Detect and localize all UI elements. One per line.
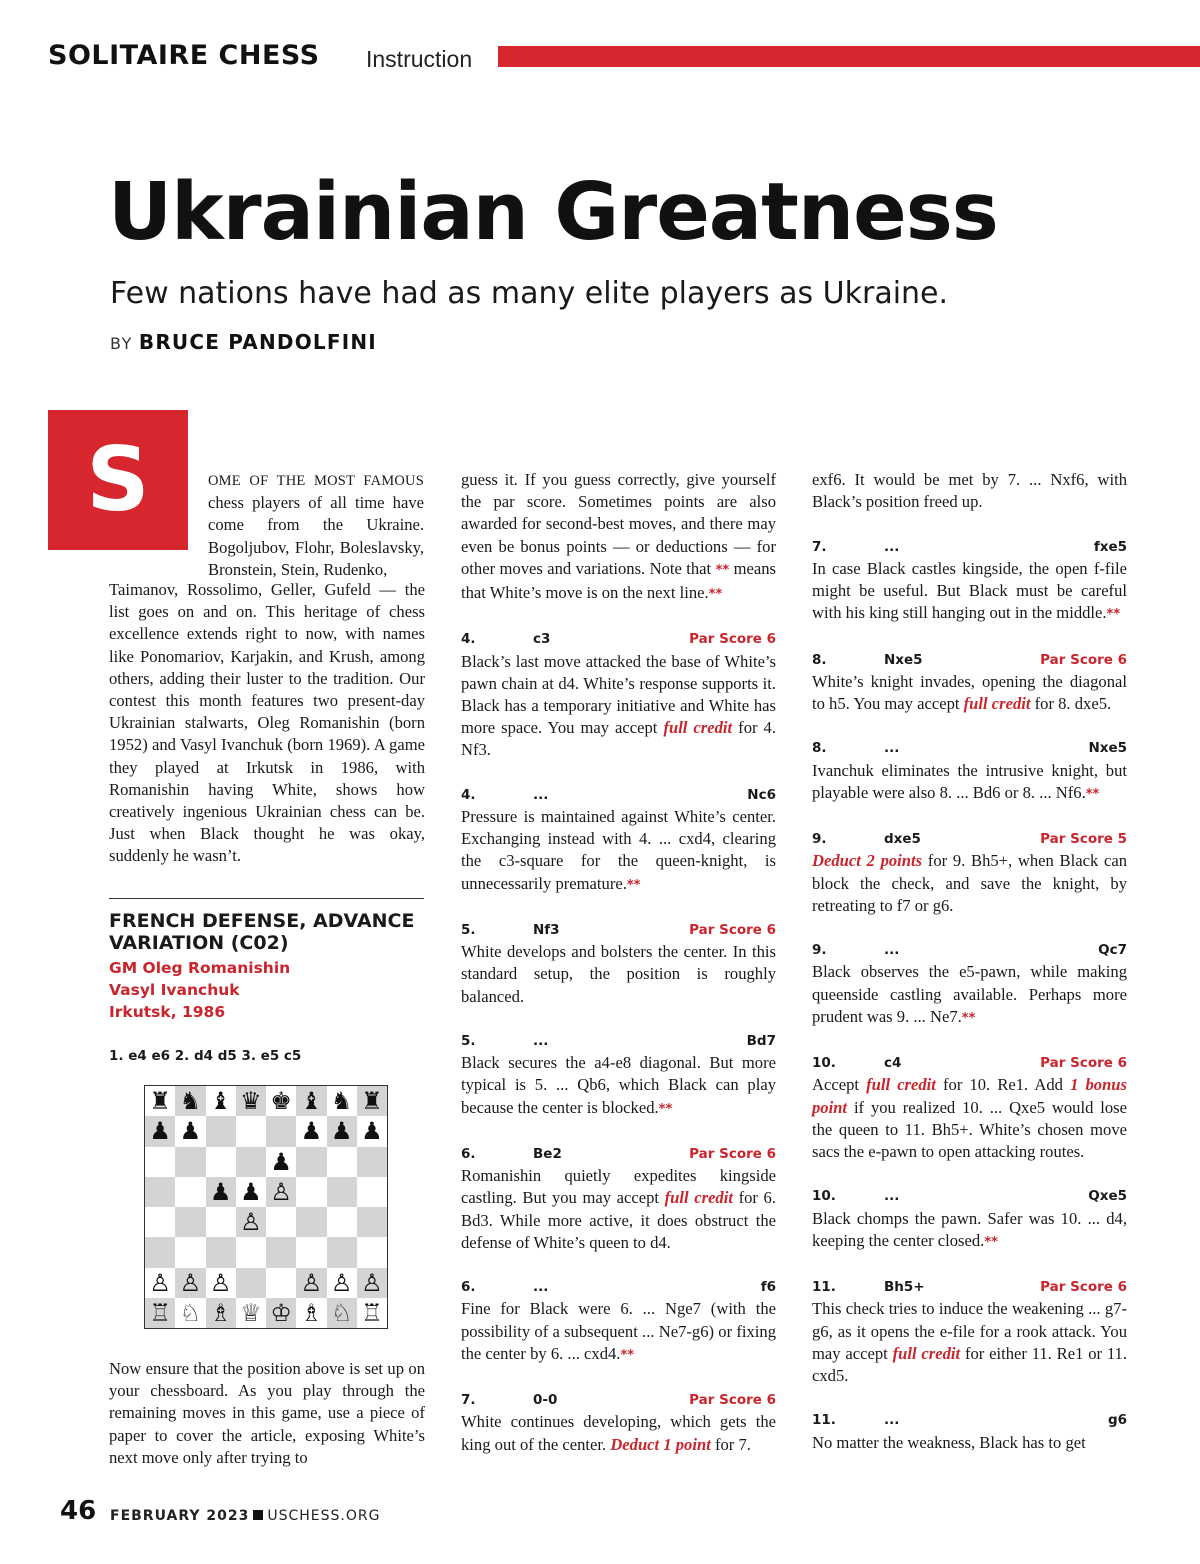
section-subtitle: Instruction: [366, 46, 473, 72]
article-title: Ukrainian Greatness: [108, 166, 998, 258]
move-comment: This check tries to induce the weakening ... g7-g6, as it opens the e-file for a rook attack. You may accept full credit for either 11. Re1 or 11. cxd5.: [812, 1299, 1127, 1385]
board-square: ♟: [236, 1177, 266, 1207]
move-comment: Black observes the e5-pawn, while making queenside castling available. Perhaps more prudent was 9. ... Ne7.**: [812, 962, 1127, 1026]
move-comment: White develops and bolsters the center. In this standard setup, the position is roughly balanced.: [461, 942, 776, 1006]
move-header: 11. ... g6: [812, 1412, 1127, 1429]
board-square: ♙: [327, 1268, 357, 1298]
column-3: [812, 469, 1127, 1454]
move-header: 4. c3 Par Score 6: [461, 631, 776, 648]
footer-issue: FEBRUARY 2023 USCHESS.ORG: [110, 1508, 381, 1524]
article-deck: Few nations have had as many elite players as Ukraine.: [110, 276, 949, 311]
board-square: [266, 1207, 296, 1237]
board-square: [266, 1116, 296, 1146]
board-square: [206, 1116, 236, 1146]
board-square: ♙: [206, 1268, 236, 1298]
column-2: [461, 469, 776, 1456]
board-square: ♚: [266, 1086, 296, 1116]
board-square: [175, 1237, 205, 1267]
move-header: 5. ... Bd7: [461, 1033, 776, 1050]
board-square: ♗: [206, 1298, 236, 1328]
drop-cap: S: [48, 410, 188, 550]
move-comment: Fine for Black were 6. ... Nge7 (with the possibility of a subsequent ... Ne7-g6) or fixing the center by 6. ... cxd4.**: [461, 1299, 776, 1363]
board-square: ♙: [236, 1207, 266, 1237]
move-header: 7. 0-0 Par Score 6: [461, 1392, 776, 1409]
move-comment: Deduct 2 points for 9. Bh5+, when Black can block the check, and save the knight, by retreating to f7 or g6.: [812, 851, 1127, 915]
move-comment: White continues developing, which gets the king out of the center. Deduct 1 point for 7.: [461, 1412, 776, 1454]
board-square: ♔: [266, 1298, 296, 1328]
board-square: [266, 1237, 296, 1267]
board-square: [327, 1177, 357, 1207]
footer-square-icon: [253, 1510, 263, 1520]
paragraph: guess it. If you guess correctly, give yourself the par score. Sometimes points are also awarded for second-best moves, and there may even be bonus points — or deductions — for other moves and variations. Note that ** means that White’s move is on the next line.**: [461, 470, 777, 603]
board-square: [175, 1177, 205, 1207]
move-comment: Black chomps the pawn. Safer was 10. ... d4, keeping the center closed.**: [812, 1208, 1127, 1250]
intro-paragraph-body: Taimanov, Rossolimo, Geller, Gufeld — the list goes on and on. This heritage of chess excellence extends right to now, with names like Ponomariov, Karjakin, and Krush, among others, adding their luster to the tradition. Our contest this month features two present-day Ukrainian stalwarts, Oleg Romanishin (born 1952) and Vasyl Ivanchuk (born 1969). A game they played at Irkutsk in 1986, with Romanishin having White, shows how creatively ingenious Ukrainian chess can be. Just when Black thought he was okay, suddenly he wasn’t.: [109, 580, 425, 866]
move-header: 8. ... Nxe5: [812, 740, 1127, 757]
board-square: [236, 1268, 266, 1298]
page-number: 46: [60, 1496, 97, 1526]
move-header: 5. Nf3 Par Score 6: [461, 922, 776, 939]
board-square: [145, 1207, 175, 1237]
board-square: ♖: [145, 1298, 175, 1328]
board-square: [236, 1237, 266, 1267]
board-square: [296, 1207, 326, 1237]
intro-text: chess players of all time have come from the Ukraine. Bogoljubov, Flohr, Boleslavsky, Bronstein, Stein, Rudenko,: [208, 493, 424, 579]
board-square: [327, 1237, 357, 1267]
board-square: [236, 1147, 266, 1177]
board-square: ♙: [266, 1177, 296, 1207]
section-divider: [109, 898, 424, 899]
board-square: [357, 1207, 387, 1237]
move-comment: No matter the weakness, Black has to get: [812, 1432, 1086, 1452]
move-header: 9. ... Qc7: [812, 942, 1127, 959]
board-square: [236, 1116, 266, 1146]
move-comment: Black secures the a4-e8 diagonal. But more typical is 5. ... Qb6, which Black can play because the center is blocked.**: [461, 1053, 776, 1117]
game-info: [109, 957, 290, 1024]
white-player: GM Oleg Romanishin: [109, 959, 291, 977]
move-comment: Ivanchuk eliminates the intrusive knight, but playable were also 8. ... Bd6 or 8. ... Nf6.**: [812, 760, 1127, 802]
board-square: ♗: [296, 1298, 326, 1328]
intro-smallcaps: OME OF THE MOST FAMOUS: [208, 473, 424, 489]
board-square: [266, 1268, 296, 1298]
board-square: ♖: [357, 1298, 387, 1328]
chess-diagram: [144, 1085, 388, 1329]
board-square: [357, 1237, 387, 1267]
board-square: ♟: [327, 1116, 357, 1146]
board-square: ♟: [296, 1116, 326, 1146]
byline: [110, 330, 377, 354]
board-square: [296, 1147, 326, 1177]
move-header: 4. ... Nc6: [461, 786, 776, 803]
board-square: ♟: [175, 1116, 205, 1146]
board-square: ♟: [206, 1177, 236, 1207]
board-square: [206, 1237, 236, 1267]
board-square: ♙: [357, 1268, 387, 1298]
board-square: [175, 1207, 205, 1237]
board-square: ♞: [175, 1086, 205, 1116]
move-header: 10. ... Qxe5: [812, 1188, 1127, 1205]
move-comment: In case Black castles kingside, the open f-file might be useful. But Black must be careful with his king still hanging out in the middle.**: [812, 558, 1127, 623]
board-square: ♟: [266, 1147, 296, 1177]
move-comment: Black’s last move attacked the base of White’s pawn chain at d4. White’s response supports it. Black has a temporary initiative and White has more space. You may accept full credit for 4. Nf3.: [461, 651, 776, 760]
board-square: ♟: [357, 1116, 387, 1146]
board-square: [296, 1177, 326, 1207]
board-square: [327, 1207, 357, 1237]
board-square: ♝: [296, 1086, 326, 1116]
board-square: [145, 1177, 175, 1207]
board-square: [357, 1147, 387, 1177]
instruction-paragraph: Now ensure that the position above is set up on your chessboard. As you play through the remaining moves in this game, use a piece of paper to cover the article, exposing White’s next move only after trying to: [109, 1359, 425, 1467]
game-opening-title: FRENCH DEFENSE, ADVANCE VARIATION (C02): [109, 910, 415, 954]
board-square: ♘: [175, 1298, 205, 1328]
board-square: ♞: [327, 1086, 357, 1116]
move-header: 6. ... f6: [461, 1279, 776, 1296]
move-header: 6. Be2 Par Score 6: [461, 1146, 776, 1163]
header-rule: [498, 46, 1200, 67]
board-square: ♘: [327, 1298, 357, 1328]
paragraph: exf6. It would be met by 7. ... Nxf6, with Black’s position freed up.: [812, 470, 1127, 512]
move-header: 7. ... fxe5: [812, 538, 1127, 555]
board-square: ♛: [236, 1086, 266, 1116]
board-square: ♝: [206, 1086, 236, 1116]
board-square: [296, 1237, 326, 1267]
opening-moves: 1. e4 e6 2. d4 d5 3. e5 c5: [109, 1048, 302, 1064]
board-square: ♙: [145, 1268, 175, 1298]
move-comment: Romanishin quietly expedites kingside castling. But you may accept full credit for 6. Bd3. While more active, it does obstruct the defense of White’s queen to d4.: [461, 1166, 776, 1252]
byline-prefix: BY: [110, 334, 133, 353]
author-name: BRUCE PANDOLFINI: [138, 330, 377, 354]
board-square: [206, 1147, 236, 1177]
board-square: [327, 1147, 357, 1177]
move-comment: Pressure is maintained against White’s center. Exchanging instead with 4. ... cxd4, clearing the c3-square for the queen-knight, is unnecessarily premature.**: [461, 807, 776, 893]
board-square: [145, 1147, 175, 1177]
board-square: ♟: [145, 1116, 175, 1146]
move-comment: White’s knight invades, opening the diagonal to h5. You may accept full credit for 8. dxe5.: [812, 671, 1127, 713]
board-square: [357, 1177, 387, 1207]
black-player: Vasyl Ivanchuk: [109, 981, 240, 1000]
move-header: 11. Bh5+ Par Score 6: [812, 1279, 1127, 1296]
board-square: ♜: [357, 1086, 387, 1116]
board-square: ♙: [296, 1268, 326, 1298]
board-square: ♕: [236, 1298, 266, 1328]
board-square: ♙: [175, 1268, 205, 1298]
section-title: SOLITAIRE CHESS: [48, 40, 320, 71]
board-square: ♜: [145, 1086, 175, 1116]
intro-paragraph-top: [208, 469, 424, 581]
game-event: Irkutsk, 1986: [109, 1003, 226, 1022]
move-comment: Accept full credit for 10. Re1. Add 1 bonus point if you realized 10. ... Qxe5 would lose the queen to 11. Bh5+. White’s chosen move sacs the e-pawn to open attacking routes.: [812, 1075, 1127, 1161]
board-square: [175, 1147, 205, 1177]
board-square: [206, 1207, 236, 1237]
board-square: [145, 1237, 175, 1267]
move-header: 8. Nxe5 Par Score 6: [812, 651, 1127, 668]
move-header: 9. dxe5 Par Score 5: [812, 831, 1127, 848]
move-header: 10. c4 Par Score 6: [812, 1055, 1127, 1072]
